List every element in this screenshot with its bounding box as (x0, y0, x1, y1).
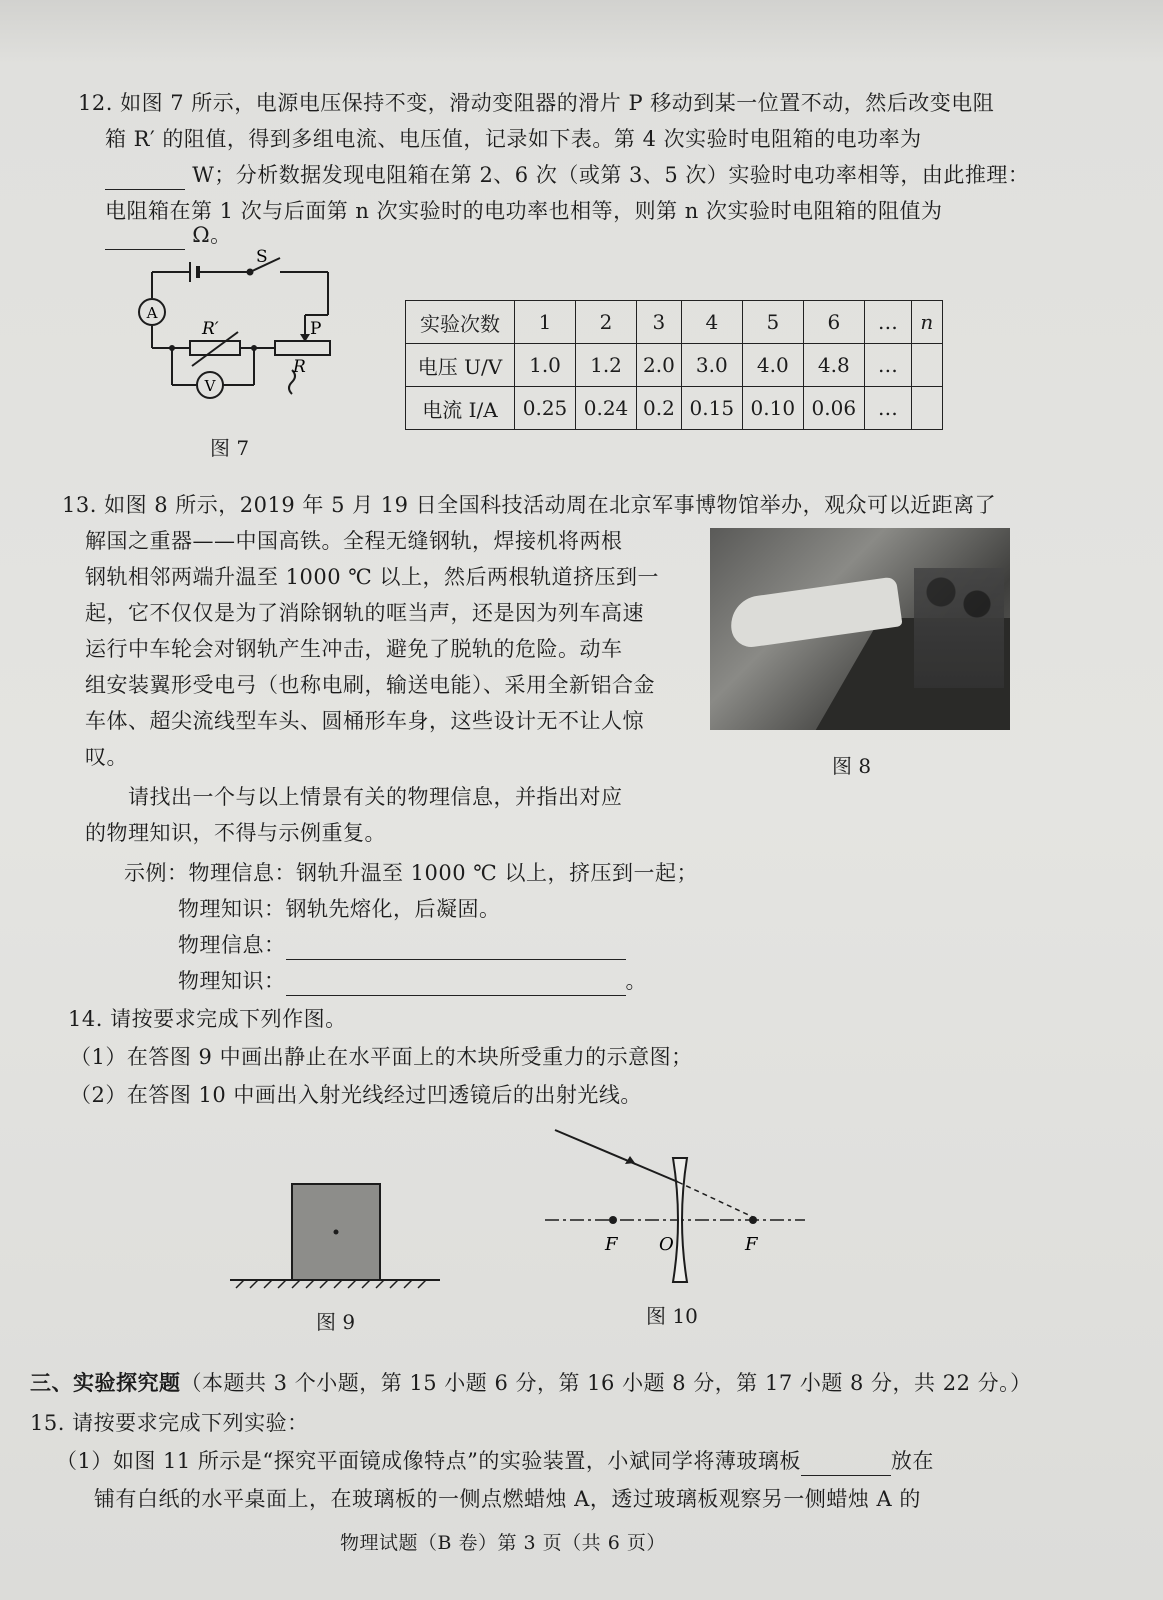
table-cell: 0.24 (576, 387, 637, 430)
table-cell: 2.0 (637, 344, 682, 387)
table-cell: 实验次数 (406, 301, 515, 344)
table-cell: 3 (637, 301, 682, 344)
focus-right-label: F (745, 1234, 758, 1255)
knowledge-label: 物理知识： (178, 969, 286, 993)
table-cell: 4.8 (803, 344, 864, 387)
table-cell: … (864, 387, 911, 430)
q13-example-knowledge: 物理知识：钢轨先熔化，后凝固。 (178, 897, 501, 921)
q12-line-5-text: Ω。 (192, 223, 232, 247)
table-row-header (406, 301, 943, 344)
q14-line-2: （1）在答图 9 中画出静止在水平面上的木块所受重力的示意图； (70, 1045, 693, 1069)
section3-desc: （本题共 3 个小题，第 15 小题 6 分，第 16 小题 8 分，第 17 小题 8 分，共 22 分。） (180, 1371, 1032, 1395)
table-cell: 1.2 (576, 344, 637, 387)
table-cell: 6 (803, 301, 864, 344)
section3-header (30, 1368, 1032, 1398)
table-cell: 2 (576, 301, 637, 344)
data-table (405, 300, 943, 430)
table-row-current (406, 387, 943, 430)
q15-blank[interactable] (801, 1453, 891, 1476)
q14-line-1: 14. 请按要求完成下列作图。 (68, 1007, 347, 1031)
q14-line-3: （2）在答图 10 中画出入射光线经过凹透镜后的出射光线。 (70, 1083, 642, 1107)
table-cell: 5 (742, 301, 803, 344)
bullet-train-photo (710, 528, 1010, 730)
table-cell: n (911, 301, 942, 344)
end-mark: 。 (625, 969, 647, 993)
switch-label: S (256, 247, 268, 267)
q13-line-1: 13. 如图 8 所示，2019 年 5 月 19 日全国科技活动周在北京军事博物馆举办，观众可以近距离了 (62, 493, 997, 517)
voltmeter-label: V (204, 377, 216, 395)
q15-line-2a: （1）如图 11 所示是“探究平面镜成像特点”的实验装置，小斌同学将薄玻璃板 (56, 1449, 801, 1473)
q15-line-1: 15. 请按要求完成下列实验： (30, 1411, 309, 1435)
q13-line-2: 解国之重器——中国高铁。全程无缝钢轨，焊接机将两根 (85, 529, 623, 553)
table-cell (911, 387, 942, 430)
fig8-caption: 图 8 (832, 754, 872, 778)
slider-label: P (310, 319, 322, 339)
block-on-surface-diagram (230, 1180, 440, 1290)
table-row-voltage (406, 344, 943, 387)
q13-line-4: 起，它不仅仅是为了消除钢轨的哐当声，还是因为列车高速 (85, 601, 644, 625)
q12-line-1: 12. 如图 7 所示，电源电压保持不变，滑动变阻器的滑片 P 移动到某一位置不动，然后改变电阻 (78, 91, 995, 115)
table-cell: 0.06 (803, 387, 864, 430)
info-answer-blank[interactable] (286, 937, 626, 960)
rheostat-label: R (293, 357, 306, 377)
focus-left-label: F (605, 1234, 618, 1255)
page-footer: 物理试题（B 卷）第 3 页（共 6 页） (340, 1532, 666, 1554)
table-cell: 1.0 (515, 344, 576, 387)
optical-center-label: O (659, 1234, 674, 1255)
q15-line-3: 铺有白纸的水平桌面上，在玻璃板的一侧点燃蜡烛 A，透过玻璃板观察另一侧蜡烛 A 的 (94, 1487, 921, 1511)
q12-line-3 (105, 160, 1029, 190)
table-cell: … (864, 301, 911, 344)
q12-line-5 (105, 220, 232, 250)
fig10-caption: 图 10 (646, 1304, 698, 1328)
table-cell: 1 (515, 301, 576, 344)
section3-title: 三、实验探究题 (30, 1370, 181, 1395)
table-cell: 0.2 (637, 387, 682, 430)
q13-line-5: 运行中车轮会对钢轨产生冲击，避免了脱轨的危险。动车 (85, 637, 623, 661)
q13-line-3: 钢轨相邻两端升温至 1000 ℃ 以上，然后两根轨道挤压到一 (85, 565, 659, 589)
circuit-diagram (130, 247, 360, 410)
q13-example-info: 示例：物理信息：钢轨升温至 1000 ℃ 以上，挤压到一起； (124, 861, 698, 885)
table-cell (911, 344, 942, 387)
resistance-box-label: R′ (202, 319, 219, 339)
table-cell: 电流 I/A (406, 387, 515, 430)
table-cell: 0.15 (681, 387, 742, 430)
q15-line-2b: 放在 (890, 1449, 934, 1473)
knowledge-answer-blank[interactable] (286, 973, 626, 996)
table-cell: 4.0 (742, 344, 803, 387)
q13-line-6: 组安装翼形受电弓（也称电刷，输送电能）、采用全新铝合金 (85, 673, 655, 697)
q12-line-3-text: W；分析数据发现电阻箱在第 2、6 次（或第 3、5 次）实验时电功率相等，由此推理： (192, 163, 1030, 187)
q13-line-9: 请找出一个与以上情景有关的物理信息，并指出对应 (128, 785, 623, 809)
q12-line-4: 电阻箱在第 1 次与后面第 n 次实验时的电功率也相等，则第 n 次实验时电阻箱的阻值为 (105, 199, 943, 223)
table-cell: … (864, 344, 911, 387)
q13-info-answer (178, 930, 626, 960)
ammeter-label: A (146, 304, 158, 322)
table-cell: 0.10 (742, 387, 803, 430)
fig7-caption: 图 7 (210, 436, 250, 460)
q12-resistance-blank[interactable] (105, 227, 185, 250)
table-cell: 电压 U/V (406, 344, 515, 387)
table-cell: 4 (681, 301, 742, 344)
q12-power-blank[interactable] (105, 167, 185, 190)
table-cell: 0.25 (515, 387, 576, 430)
q12-line-2: 箱 R′ 的阻值，得到多组电流、电压值，记录如下表。第 4 次实验时电阻箱的电功率为 (105, 127, 922, 151)
q15-line-2 (56, 1446, 934, 1476)
q13-line-7: 车体、超尖流线型车头、圆桶形车身，这些设计无不让人惊 (85, 709, 644, 733)
q13-line-10: 的物理知识，不得与示例重复。 (85, 821, 386, 845)
q13-knowledge-answer (178, 966, 647, 996)
table-cell: 3.0 (681, 344, 742, 387)
fig9-caption: 图 9 (316, 1310, 356, 1334)
info-label: 物理信息： (178, 933, 286, 957)
q13-line-8: 叹。 (85, 745, 128, 769)
concave-lens-diagram (545, 1130, 805, 1280)
